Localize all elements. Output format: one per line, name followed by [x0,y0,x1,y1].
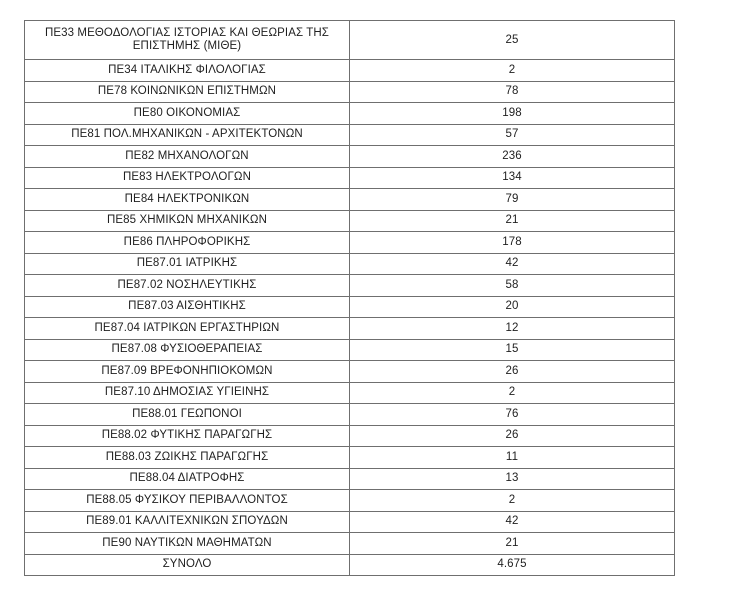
table-row [25,146,675,168]
count-cell: 25 [350,21,675,60]
table-row [25,511,675,533]
specialty-cell: ΠΕ84 ΗΛΕΚΤΡΟΝΙΚΩΝ [25,189,350,211]
specialty-cell: ΠΕ87.03 ΑΙΣΘΗΤΙΚΗΣ [25,296,350,318]
specialty-cell: ΠΕ33 ΜΕΘΟΔΟΛΟΓΙΑΣ ΙΣΤΟΡΙΑΣ ΚΑΙ ΘΕΩΡΙΑΣ ΤΗΣ ΕΠΙΣΤΗΜΗΣ (ΜΙΘΕ) [25,21,350,60]
table-row [25,167,675,189]
count-cell: 12 [350,318,675,340]
count-cell: 21 [350,210,675,232]
table-row [25,81,675,103]
count-cell: 42 [350,511,675,533]
specialty-cell: ΠΕ88.01 ΓΕΩΠΟΝΟΙ [25,404,350,426]
specialty-cell: ΠΕ83 ΗΛΕΚΤΡΟΛΟΓΩΝ [25,167,350,189]
table-row [25,318,675,340]
count-cell: 15 [350,339,675,361]
count-cell: 42 [350,253,675,275]
table-row [25,189,675,211]
table-row [25,425,675,447]
table-body [25,21,675,576]
count-cell: 26 [350,425,675,447]
table-row [25,253,675,275]
count-cell: 2 [350,490,675,512]
count-cell: 11 [350,447,675,469]
specialty-cell: ΠΕ90 ΝΑΥΤΙΚΩΝ ΜΑΘΗΜΑΤΩΝ [25,533,350,555]
table-row [25,382,675,404]
table-row [25,232,675,254]
specialty-cell: ΠΕ81 ΠΟΛ.ΜΗΧΑΝΙΚΩΝ - ΑΡΧΙΤΕΚΤΟΝΩΝ [25,124,350,146]
specialty-cell: ΠΕ87.01 ΙΑΤΡΙΚΗΣ [25,253,350,275]
count-cell: 78 [350,81,675,103]
count-cell: 13 [350,468,675,490]
count-cell: 76 [350,404,675,426]
table-row [25,103,675,125]
specialty-cell: ΠΕ89.01 ΚΑΛΛΙΤΕΧΝΙΚΩΝ ΣΠΟΥΔΩΝ [25,511,350,533]
table-row [25,275,675,297]
count-cell: 79 [350,189,675,211]
specialty-cell: ΠΕ82 ΜΗΧΑΝΟΛΟΓΩΝ [25,146,350,168]
specialty-cell: ΠΕ87.08 ΦΥΣΙΟΘΕΡΑΠΕΙΑΣ [25,339,350,361]
table-row [25,124,675,146]
table-row [25,490,675,512]
count-cell: 57 [350,124,675,146]
count-cell: 26 [350,361,675,383]
count-cell: 236 [350,146,675,168]
count-cell: 58 [350,275,675,297]
specialty-cell: ΠΕ80 ΟΙΚΟΝΟΜΙΑΣ [25,103,350,125]
table-row [25,468,675,490]
table-row [25,533,675,555]
table-row [25,210,675,232]
specialty-cell: ΠΕ88.03 ΖΩΙΚΗΣ ΠΑΡΑΓΩΓΗΣ [25,447,350,469]
count-cell: 2 [350,60,675,82]
count-cell: 20 [350,296,675,318]
table-row [25,339,675,361]
table-row [25,447,675,469]
specialty-cell: ΠΕ34 ΙΤΑΛΙΚΗΣ ΦΙΛΟΛΟΓΙΑΣ [25,60,350,82]
total-row [25,554,675,576]
count-cell: 2 [350,382,675,404]
specialty-cell: ΠΕ88.02 ΦΥΤΙΚΗΣ ΠΑΡΑΓΩΓΗΣ [25,425,350,447]
table-row [25,361,675,383]
table-row [25,60,675,82]
specialty-cell: ΠΕ88.04 ΔΙΑΤΡΟΦΗΣ [25,468,350,490]
table-row [25,296,675,318]
count-cell: 178 [350,232,675,254]
specialty-cell: ΠΕ78 ΚΟΙΝΩΝΙΚΩΝ ΕΠΙΣΤΗΜΩΝ [25,81,350,103]
total-value-cell: 4.675 [350,554,675,576]
count-cell: 198 [350,103,675,125]
specialty-cell: ΠΕ88.05 ΦΥΣΙΚΟΥ ΠΕΡΙΒΑΛΛΟΝΤΟΣ [25,490,350,512]
table-row [25,21,675,60]
count-cell: 21 [350,533,675,555]
specialty-cell: ΠΕ87.04 ΙΑΤΡΙΚΩΝ ΕΡΓΑΣΤΗΡΙΩΝ [25,318,350,340]
table-row [25,404,675,426]
specialty-cell: ΠΕ85 ΧΗΜΙΚΩΝ ΜΗΧΑΝΙΚΩΝ [25,210,350,232]
total-label-cell: ΣΥΝΟΛΟ [25,554,350,576]
specialty-count-table [24,20,675,576]
specialty-cell: ΠΕ86 ΠΛΗΡΟΦΟΡΙΚΗΣ [25,232,350,254]
specialty-cell: ΠΕ87.09 ΒΡΕΦΟΝΗΠΙΟΚΟΜΩΝ [25,361,350,383]
specialty-cell: ΠΕ87.10 ΔΗΜΟΣΙΑΣ ΥΓΙΕΙΝΗΣ [25,382,350,404]
specialty-cell: ΠΕ87.02 ΝΟΣΗΛΕΥΤΙΚΗΣ [25,275,350,297]
count-cell: 134 [350,167,675,189]
